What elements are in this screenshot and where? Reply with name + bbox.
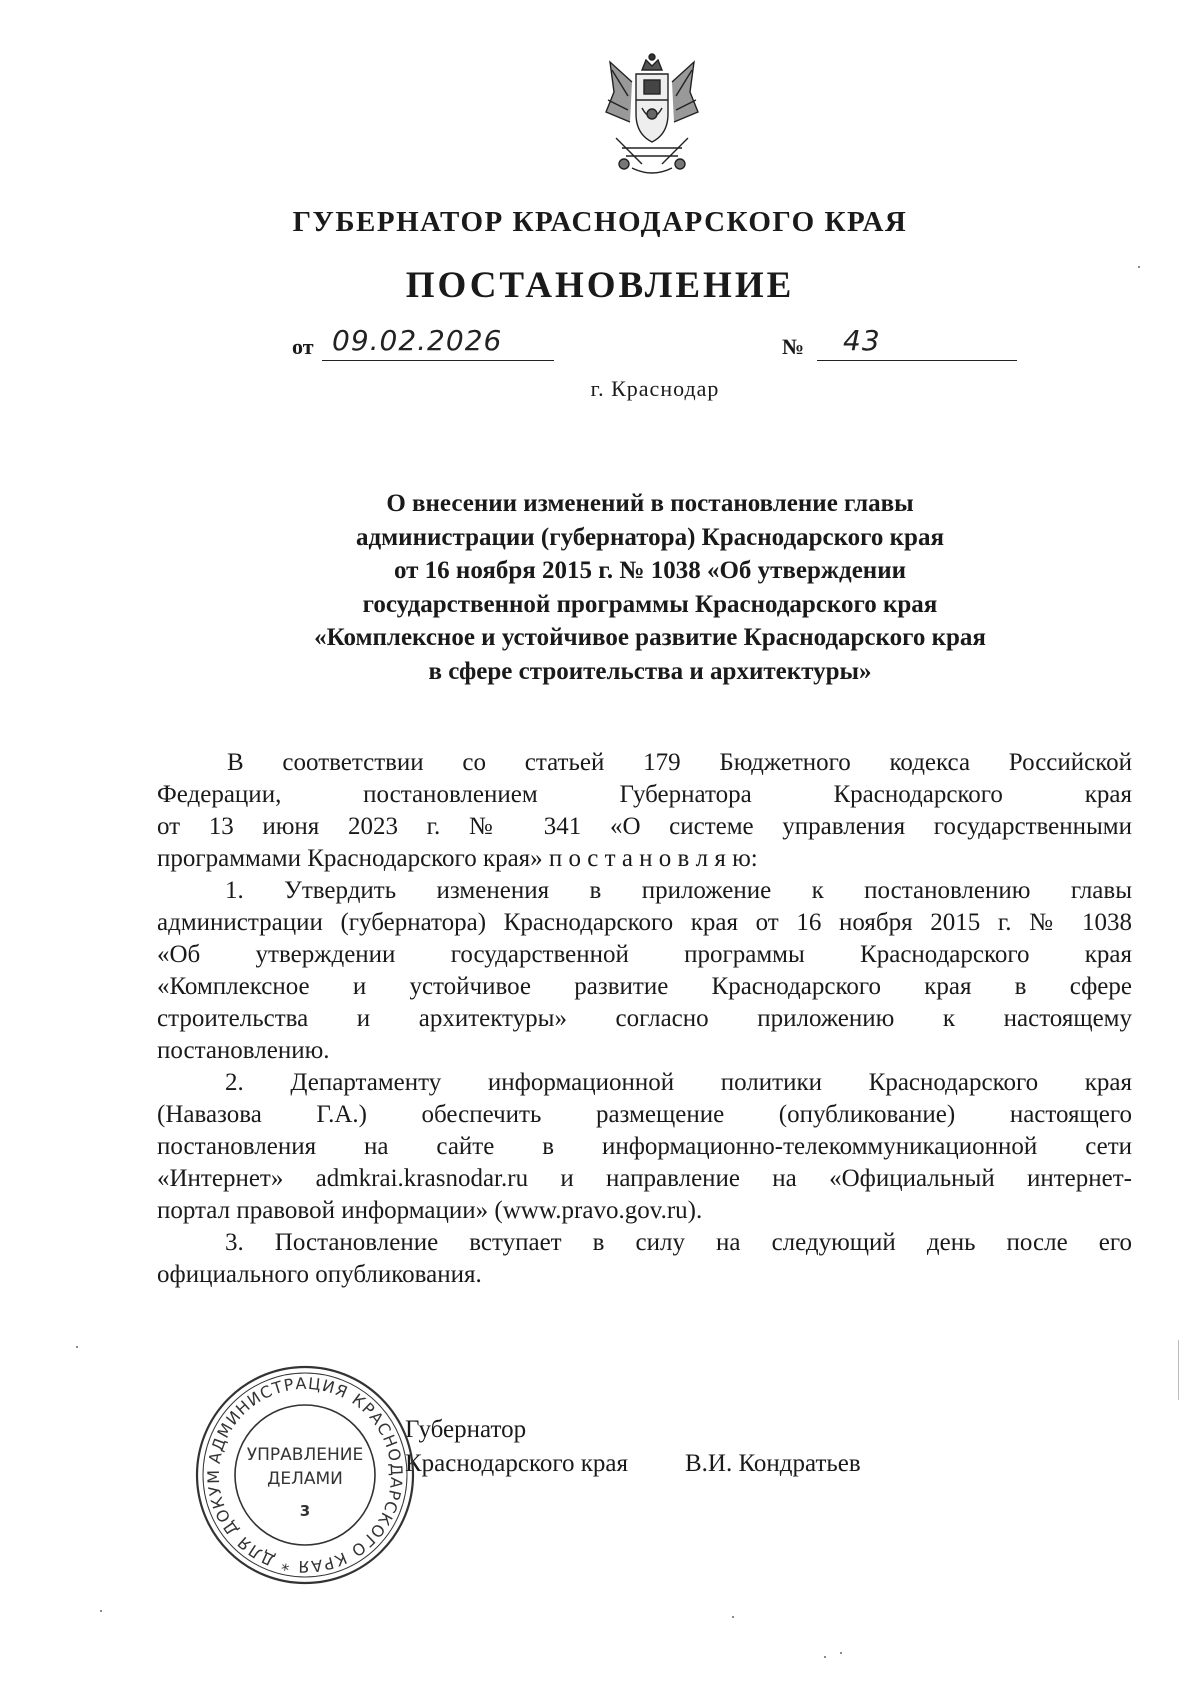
- title-line: в сфере строительства и архитектуры»: [428, 657, 872, 685]
- title-line: «Комплексное и устойчивое развитие Краснодарского края: [314, 624, 986, 651]
- number-field: [817, 324, 1017, 361]
- stamp-center-line: УПРАВЛЕНИЕ: [246, 1445, 364, 1465]
- body-line: портал правовой информации» (www.pravo.gov.ru).: [157, 1197, 703, 1224]
- official-stamp: [190, 1360, 420, 1590]
- title-line: от 16 ноября 2015 г. № 1038 «Об утверждении: [393, 557, 907, 584]
- authority-heading: ГУБЕРНАТОР КРАСНОДАРСКОГО КРАЯ: [292, 206, 908, 238]
- stamp-ring-text: АДМИНИСТРАЦИЯ КРАСНОДАРСКОГО КРАЯ * ДЛЯ ДОКУМ: [203, 1373, 407, 1577]
- body-line: Федерации, постановлением Губернатора Краснодарского края: [157, 781, 1132, 808]
- date-number-line: [292, 324, 1032, 364]
- body-line: 1. Утвердить изменения в приложение к постановлению главы: [225, 877, 1132, 904]
- document-title: [180, 487, 1120, 688]
- title-line: администрации (губернатора) Краснодарского края: [356, 523, 944, 551]
- body-line: постановления на сайте в информационно-телекоммуникационной сети: [157, 1133, 1132, 1160]
- body-line: постановлению.: [157, 1037, 330, 1064]
- body-line: В соответствии со статьей 179 Бюджетного кодекса Российской: [227, 749, 1132, 776]
- body-line: администрации (губернатора) Краснодарского края от 16 ноября 2015 г. № 1038: [157, 909, 1132, 936]
- body-line: программами Краснодарского края» п о с т а н о в л я ю:: [157, 845, 758, 872]
- body-line: 2. Департаменту информационной политики Краснодарского края: [225, 1069, 1132, 1096]
- scan-speck: [1178, 1340, 1179, 1400]
- signatory-role: [405, 1413, 628, 1481]
- number-prefix: №: [782, 334, 805, 359]
- scan-speck: [76, 1346, 78, 1348]
- signatory-role-line: Краснодарского края: [405, 1450, 628, 1477]
- scan-speck: [1138, 266, 1140, 268]
- date-field: [322, 324, 554, 361]
- title-line: О внесении изменений в постановление главы: [386, 490, 914, 517]
- body-line: 3. Постановление вступает в силу на следующий день после его: [225, 1229, 1132, 1256]
- document-type-heading: ПОСТАНОВЛЕНИЕ: [405, 265, 795, 306]
- document-body: [157, 747, 1132, 1291]
- signatory-role-line: Губернатор: [405, 1416, 527, 1443]
- body-line: строительства и архитектуры» согласно приложению к настоящему: [157, 1005, 1132, 1032]
- body-line: «Об утверждении государственной программы Краснодарского края: [157, 941, 1132, 968]
- signatory-name: В.И. Кондратьев: [685, 1450, 861, 1477]
- scan-speck: [840, 1652, 842, 1654]
- scan-speck: [824, 1656, 826, 1658]
- body-line: (Навазова Г.А.) обеспечить размещение (опубликование) настоящего: [157, 1101, 1132, 1128]
- scan-speck: [732, 1616, 734, 1618]
- scan-speck: [100, 1610, 102, 1612]
- coat-of-arms-emblem: [602, 52, 702, 180]
- date-handwritten: 09.02.2026: [332, 324, 503, 357]
- number-handwritten: 43: [843, 324, 881, 357]
- title-line: государственной программы Краснодарского края: [362, 590, 938, 618]
- stamp-number: 3: [299, 1502, 311, 1520]
- body-line: от 13 июня 2023 г. № 341 «О системе управления государственными: [157, 813, 1132, 840]
- body-line: «Комплексное и устойчивое развитие Краснодарского края в сфере: [157, 973, 1132, 1000]
- stamp-center-line: ДЕЛАМИ: [267, 1469, 343, 1489]
- body-line: официального опубликования.: [157, 1261, 482, 1288]
- body-line: «Интернет» admkrai.krasnodar.ru и направление на «Официальный интернет-: [157, 1165, 1132, 1192]
- city-line: г. Краснодар: [590, 376, 720, 401]
- date-prefix: от: [292, 334, 314, 359]
